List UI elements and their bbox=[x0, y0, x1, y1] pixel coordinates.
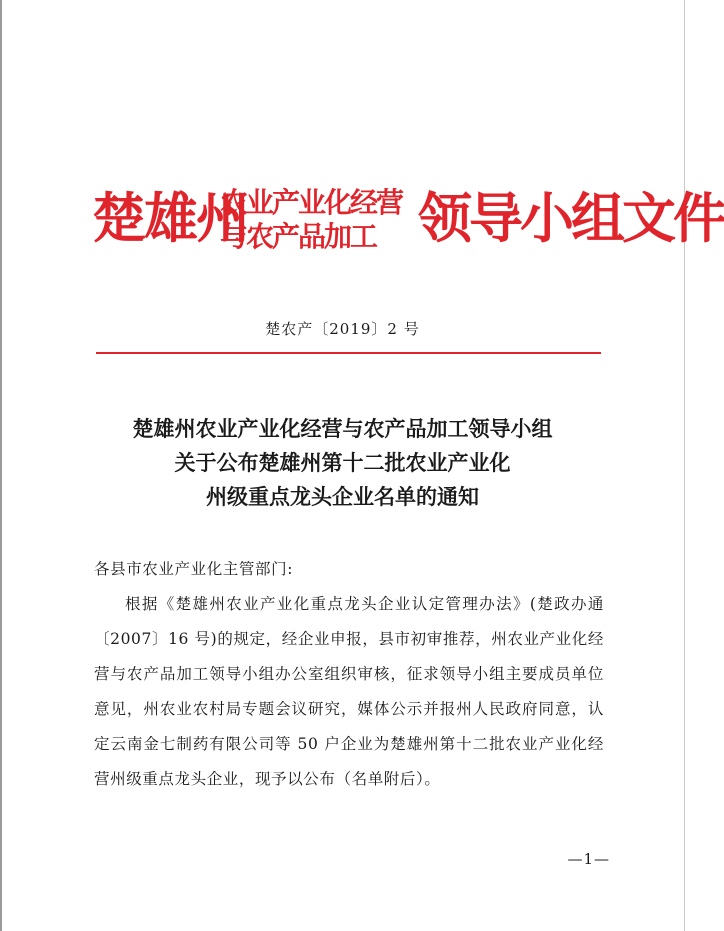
salutation: 各县市农业产业化主管部门: bbox=[94, 560, 294, 578]
title-line-3: 州级重点龙头企业名单的通知 bbox=[206, 484, 479, 509]
page-number: —1— bbox=[567, 850, 610, 868]
header-right-text: 领导小组文件 bbox=[418, 187, 724, 250]
body-paragraph: 根据《楚雄州农业产业化重点龙头企业认定管理办法》(楚政办通〔2007〕16 号)的规定，经企业申报，县市初审推荐，州农业产业化经营与农产品加工领导小组办公室组织审核，征求领导小组主要成员单位意见，州农业农村局专题会议研究，媒体公示并报州人民政府同意，认定云南金七制药有限公司等 50 户企业为楚雄州第十二批农业产业化经营州级重点龙头企业，现予以公布（名单附后）。 bbox=[94, 595, 604, 788]
document-body bbox=[94, 552, 604, 797]
document-title bbox=[0, 412, 685, 514]
title-line-2: 关于公布楚雄州第十二批农业产业化 bbox=[174, 450, 511, 475]
document-number: 楚农产〔2019〕2 号 bbox=[265, 320, 420, 338]
red-divider bbox=[96, 352, 601, 354]
header-middle-line2: 与农产品加工 bbox=[220, 220, 377, 253]
document-header bbox=[80, 180, 724, 258]
header-left-text: 楚雄州 bbox=[92, 187, 248, 250]
header-middle-line1: 农业产业化经营 bbox=[220, 186, 403, 219]
title-line-1: 楚雄州农业产业化经营与农产品加工领导小组 bbox=[132, 416, 553, 441]
